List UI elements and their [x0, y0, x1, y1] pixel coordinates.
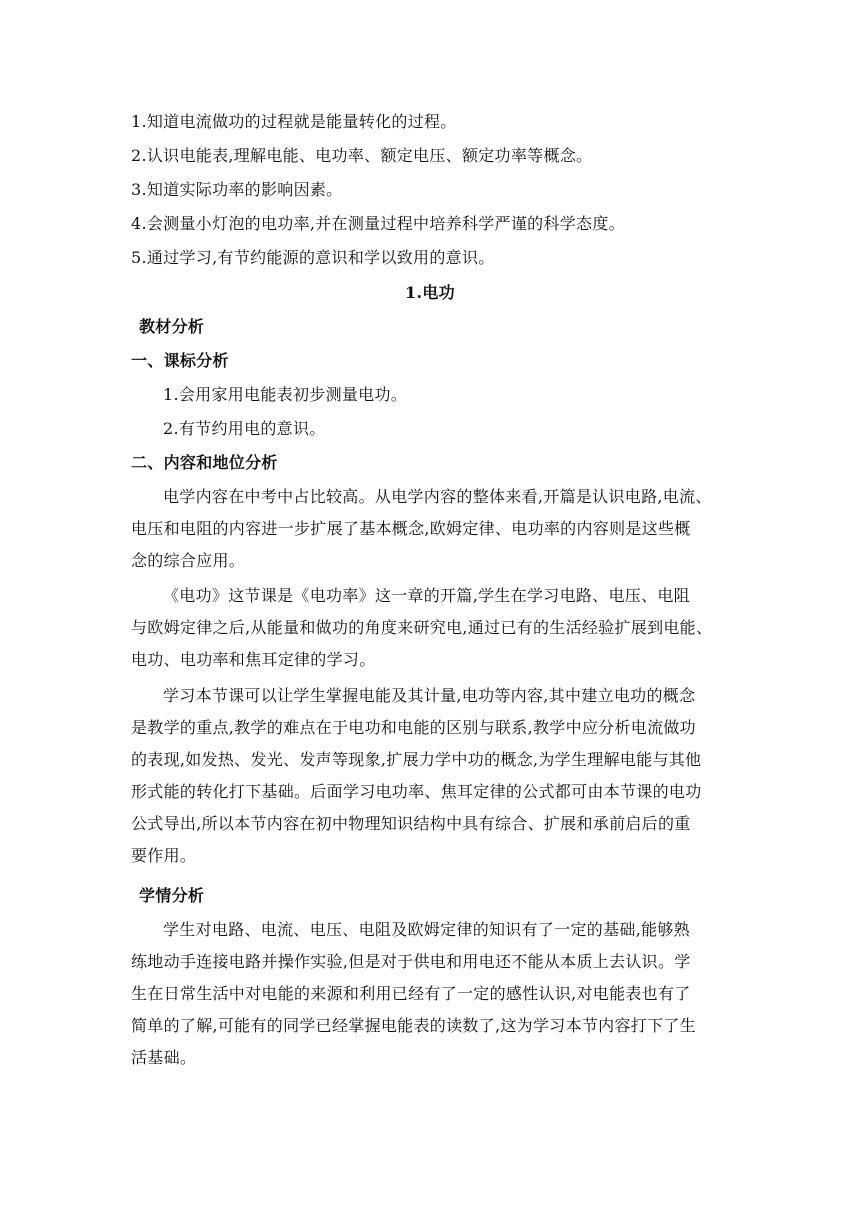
paragraph-line: 学生对电路、电流、电压、电阻及欧姆定律的知识有了一定的基础,能够熟	[163, 920, 690, 939]
paragraph-line: 电功、电功率和焦耳定律的学习。	[131, 650, 376, 669]
paragraph-line: 学习本节课可以让学生掌握电能及其计量,电功等内容,其中建立电功的概念	[163, 686, 696, 705]
objective-item: 2.认识电能表,理解电能、电功率、额定电压、额定功率等概念。	[131, 146, 593, 165]
content-analysis-heading: 二、内容和地位分析	[131, 453, 278, 472]
objective-item: 4.会测量小灯泡的电功率,并在测量过程中培养科学严谨的科学态度。	[131, 214, 625, 233]
curriculum-item: 2.有节约用电的意识。	[163, 419, 326, 438]
paragraph-line: 简单的了解,可能有的同学已经掌握电能表的读数了,这为学习本节内容打下了生	[131, 1016, 696, 1035]
student-analysis-heading: 学情分析	[139, 886, 205, 905]
paragraph-line: 与欧姆定律之后,从能量和做功的角度来研究电,通过已有的生活经验扩展到电能、	[131, 618, 713, 637]
paragraph-line: 念的综合应用。	[131, 551, 246, 570]
paragraph-line: 要作用。	[131, 846, 197, 865]
paragraph-line: 电压和电阻的内容进一步扩展了基本概念,欧姆定律、电功率的内容则是这些概	[131, 519, 691, 538]
paragraph-line: 活基础。	[131, 1048, 197, 1067]
paragraph-line: 的表现,如发热、发光、发声等现象,扩展力学中功的概念,为学生理解电能与其他	[131, 750, 702, 769]
paragraph-line: 是教学的重点,教学的难点在于电功和电能的区别与联系,教学中应分析电流做功	[131, 718, 696, 737]
curriculum-analysis-heading: 一、课标分析	[131, 351, 229, 370]
objective-item: 1.知道电流做功的过程就是能量转化的过程。	[131, 112, 457, 131]
section-title: 1.电功	[405, 283, 455, 302]
paragraph-line: 形式能的转化打下基础。后面学习电功率、焦耳定律的公式都可由本节课的电功	[131, 782, 702, 801]
textbook-analysis-heading: 教材分析	[139, 317, 205, 336]
curriculum-item: 1.会用家用电能表初步测量电功。	[163, 385, 408, 404]
objective-item: 3.知道实际功率的影响因素。	[131, 180, 343, 199]
paragraph-line: 《电功》这节课是《电功率》这一章的开篇,学生在学习电路、电压、电阻	[163, 586, 690, 605]
paragraph-line: 练地动手连接电路并操作实验,但是对于供电和用电还不能从本质上去认识。学	[131, 952, 691, 971]
paragraph-line: 电学内容在中考中占比较高。从电学内容的整体来看,开篇是认识电路,电流、	[163, 487, 712, 506]
paragraph-line: 生在日常生活中对电能的来源和利用已经有了一定的感性认识,对电能表也有了	[131, 984, 691, 1003]
objective-item: 5.通过学习,有节约能源的意识和学以致用的意识。	[131, 248, 495, 267]
paragraph-line: 公式导出,所以本节内容在初中物理知识结构中具有综合、扩展和承前启后的重	[131, 814, 691, 833]
